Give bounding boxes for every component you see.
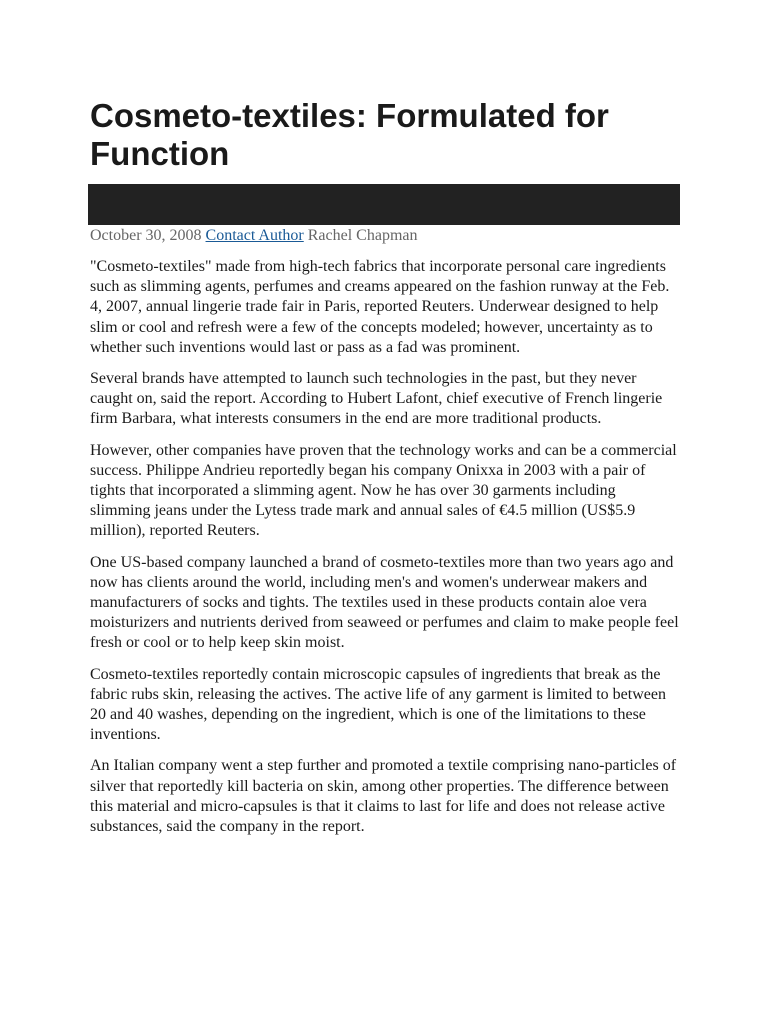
article-byline	[90, 226, 418, 246]
contact-author-link[interactable]: Contact Author	[205, 227, 304, 244]
article-body	[90, 257, 680, 848]
article-paragraph: Several brands have attempted to launch such technologies in the past, but they never caught on, said the report. According to Hubert Lafont, chief executive of French lingerie firm Barbara, what interests consumers in the end are more traditional products.	[90, 370, 663, 428]
article-date: October 30, 2008	[90, 227, 202, 244]
article-paragraph: An Italian company went a step further and promoted a textile comprising nano-particles of silver that reportedly kill bacteria on skin, among other properties. The difference between this material and micro-capsules is that it claims to last for life and does not release active substances, said the company in the report.	[90, 757, 677, 836]
article	[90, 97, 680, 836]
article-title: Cosmeto-textiles: Formulated for Function	[90, 97, 609, 172]
redaction-bar	[88, 184, 680, 225]
article-paragraph: One US-based company launched a brand of cosmeto-textiles more than two years ago and now has clients around the world, including men's and women's underwear makers and manufacturers of socks and tights. The textiles used in these products contain aloe vera moisturizers and nutrients derived from seaweed or perfumes and claim to make people feel fresh or cool or to help keep skin moist.	[90, 553, 679, 652]
article-author: Rachel Chapman	[307, 227, 418, 244]
article-paragraph: "Cosmeto-textiles" made from high-tech fabrics that incorporate personal care ingredients such as slimming agents, perfumes and creams appeared on the fashion runway at the Feb. 4, 2007, annual lingerie trade fair in Paris, reported Reuters. Underwear designed to help slim or cool and refresh were a few of the concepts modeled; however, uncertainty as to whether such inventions would last or pass as a fad was prominent.	[90, 258, 670, 356]
article-paragraph: However, other companies have proven that the technology works and can be a commercial success. Philippe Andrieu reportedly began his company Onixxa in 2003 with a pair of tights that incorporated a slimming agent. Now he has over 30 garments including slimming jeans under the Lytess trade mark and annual sales of €4.5 million (US$5.9 million), reported Reuters.	[90, 441, 677, 540]
article-paragraph: Cosmeto-textiles reportedly contain microscopic capsules of ingredients that break as the fabric rubs skin, releasing the actives. The active life of any garment is limited to between 20 and 40 washes, depending on the ingredient, which is one of the limitations to these inventions.	[90, 665, 666, 744]
